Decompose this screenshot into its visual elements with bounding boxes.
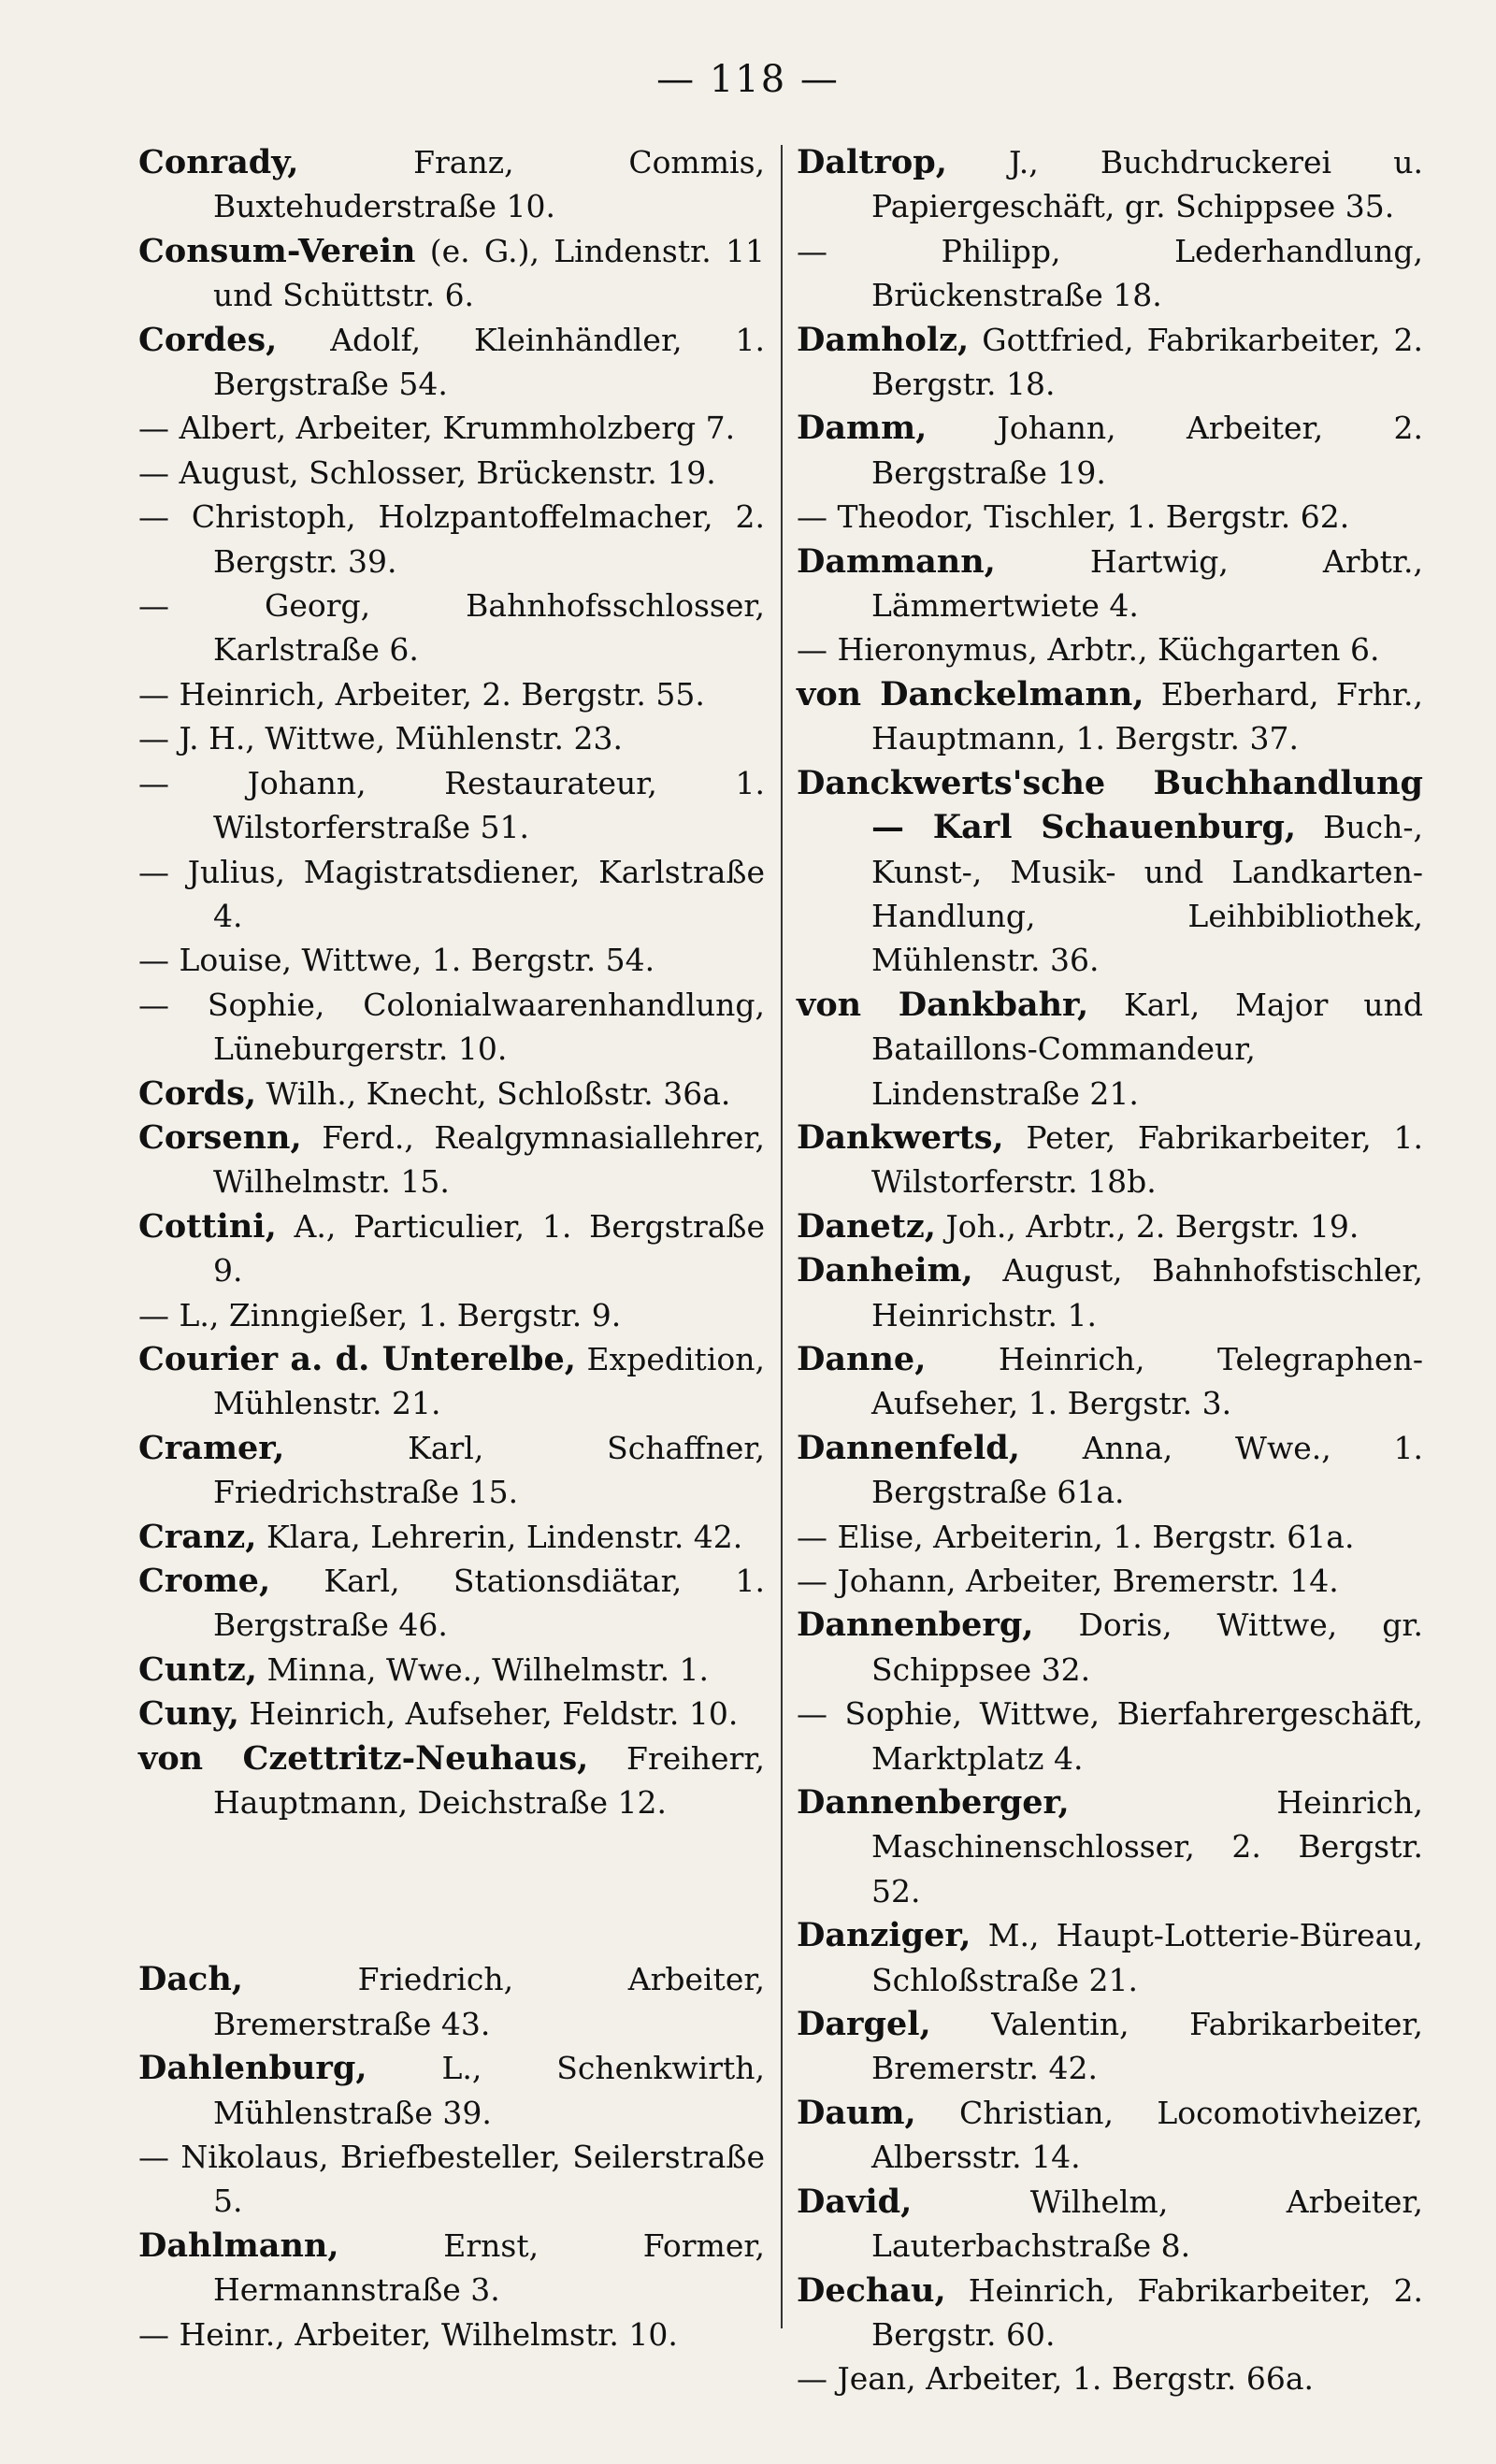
directory-entry bbox=[138, 938, 765, 982]
entry-details: Expedition, Mühlenstr. 21. bbox=[213, 1340, 765, 1422]
entry-details: J., Buchdruckerei u. Papiergeschäft, gr. Schippsee 35. bbox=[871, 144, 1423, 225]
entry-name: Dannenberg, bbox=[797, 1606, 1034, 1645]
entry-name: Danne, bbox=[797, 1339, 927, 1378]
entry-name: Cordes, bbox=[138, 320, 278, 359]
entry-name: Cords, bbox=[138, 1073, 257, 1113]
entry-details: — Louise, Wittwe, 1. Bergstr. 54. bbox=[138, 942, 655, 979]
entry-details: — Johann, Arbeiter, Bremerstr. 14. bbox=[797, 1563, 1339, 1599]
entry-name: von Czettritz-Neuhaus, bbox=[138, 1738, 589, 1778]
directory-entry bbox=[797, 140, 1423, 229]
directory-entry bbox=[138, 1337, 765, 1426]
directory-entry bbox=[138, 1116, 765, 1204]
entry-details: — Georg, Bahnhofsschlosser, Karlstraße 6. bbox=[138, 587, 765, 669]
left-column bbox=[138, 140, 765, 2356]
entry-details: Eberhard, Frhr., Hauptmann, 1. Bergstr. 37. bbox=[871, 675, 1423, 757]
entry-name: Cuntz, bbox=[138, 1650, 257, 1689]
directory-entry bbox=[138, 850, 765, 939]
directory-entry bbox=[138, 495, 765, 584]
directory-entry bbox=[797, 1603, 1423, 1692]
column-separator bbox=[781, 145, 783, 2328]
directory-entry bbox=[797, 2002, 1423, 2091]
entry-details: Franz, Commis, Buxtehuderstraße 10. bbox=[213, 144, 765, 225]
entry-name: von Danckelmann, bbox=[797, 674, 1144, 713]
entry-details: Anna, Wwe., 1. Bergstraße 61a. bbox=[871, 1429, 1423, 1511]
entry-details: — Johann, Restaurateur, 1. Wilstorferstraße 51. bbox=[138, 764, 765, 846]
entry-details: (e. G.), Lindenstr. 11 und Schüttstr. 6. bbox=[213, 232, 765, 314]
directory-entry bbox=[138, 1293, 765, 1337]
entry-details: — L., Zinngießer, 1. Bergstr. 9. bbox=[138, 1296, 622, 1333]
directory-entry bbox=[797, 1426, 1423, 1515]
entry-name: Conrady, bbox=[138, 143, 299, 181]
entry-details: — Jean, Arbeiter, 1. Bergstr. 66a. bbox=[797, 2360, 1315, 2398]
page-number: — 118 — bbox=[656, 58, 840, 101]
directory-entry bbox=[138, 318, 765, 407]
directory-entry bbox=[797, 1116, 1423, 1204]
directory-entry bbox=[797, 1692, 1423, 1780]
directory-entry bbox=[138, 2135, 765, 2224]
entry-name: Damholz, bbox=[797, 320, 970, 359]
directory-entry bbox=[138, 1515, 765, 1559]
entry-details: August, Bahnhofstischler, Heinrichstr. 1. bbox=[871, 1252, 1423, 1333]
entry-name: Danetz, bbox=[797, 1206, 936, 1246]
directory-entry bbox=[138, 406, 765, 450]
entry-name: Dammann, bbox=[797, 541, 996, 581]
directory-entry bbox=[797, 1515, 1423, 1559]
directory-entry bbox=[138, 1692, 765, 1736]
entry-details: Freiherr, Hauptmann, Deichstraße 12. bbox=[213, 1739, 765, 1822]
directory-entry bbox=[138, 229, 765, 318]
entry-name: Crome, bbox=[138, 1562, 271, 1600]
entry-details: — Elise, Arbeiterin, 1. Bergstr. 61a. bbox=[797, 1518, 1355, 1555]
entry-name: Dach, bbox=[138, 1960, 243, 1999]
entry-details: Friedrich, Arbeiter, Bremerstraße 43. bbox=[213, 1961, 765, 2042]
directory-entry bbox=[138, 1957, 765, 2046]
directory-entry bbox=[138, 2313, 765, 2356]
entry-details: Ernst, Former, Hermannstraße 3. bbox=[213, 2226, 765, 2309]
directory-entry bbox=[138, 584, 765, 672]
directory-entry bbox=[797, 672, 1423, 761]
entry-details: — Heinrich, Arbeiter, 2. Bergstr. 55. bbox=[138, 675, 705, 713]
entry-name: Dahlmann, bbox=[138, 2226, 339, 2265]
entry-details: Gottfried, Fabrikarbeiter, 2. Bergstr. 18. bbox=[871, 321, 1423, 403]
entry-details: Heinrich, Aufseher, Feldstr. 10. bbox=[238, 1695, 739, 1733]
entry-details: — August, Schlosser, Brückenstr. 19. bbox=[138, 454, 716, 491]
directory-entry bbox=[797, 1913, 1423, 2002]
entry-details: — Nikolaus, Briefbesteller, Seilerstraße 5. bbox=[138, 2139, 765, 2220]
directory-entry bbox=[138, 761, 765, 850]
directory-entry bbox=[138, 983, 765, 1072]
left-d-entry-list bbox=[138, 1957, 765, 2356]
directory-entry bbox=[138, 1559, 765, 1648]
directory-entry bbox=[797, 983, 1423, 1116]
entry-details: Karl, Major und Bataillons-Commandeur, Lindenstraße 21. bbox=[871, 986, 1423, 1112]
entry-name: Cuny, bbox=[138, 1694, 239, 1734]
entry-details: Peter, Fabrikarbeiter, 1. Wilstorferstr. 18b. bbox=[871, 1118, 1423, 1201]
directory-entry bbox=[797, 2269, 1423, 2357]
entry-name: Corsenn, bbox=[138, 1117, 302, 1157]
directory-entry bbox=[138, 2046, 765, 2135]
entry-name: Danheim, bbox=[797, 1251, 973, 1290]
entry-name: Danziger, bbox=[797, 1916, 971, 1955]
entry-details: Hartwig, Arbtr., Lämmertwiete 4. bbox=[871, 542, 1423, 625]
entry-details: L., Schenkwirth, Mühlenstraße 39. bbox=[213, 2050, 765, 2131]
entry-details: — Sophie, Wittwe, Bierfahrergeschäft, Marktplatz 4. bbox=[797, 1695, 1423, 1777]
entry-details: Buch-, Kunst-, Musik- und Landkarten-Handlung, Leihbibliothek, Mühlenstr. 36. bbox=[871, 809, 1423, 979]
directory-entry bbox=[797, 761, 1423, 983]
entry-details: Johann, Arbeiter, 2. Bergstraße 19. bbox=[871, 410, 1423, 491]
entry-name: Damm, bbox=[797, 409, 928, 448]
entry-name: Dahlenburg, bbox=[138, 2049, 367, 2088]
entry-name: Daltrop, bbox=[797, 143, 947, 181]
entry-details: Valentin, Fabrikarbeiter, Bremerstr. 42. bbox=[871, 2006, 1423, 2087]
directory-entry bbox=[797, 229, 1423, 318]
entry-details: Christian, Locomotivheizer, Albersstr. 14. bbox=[871, 2094, 1423, 2176]
entry-details: Doris, Wittwe, gr. Schippsee 32. bbox=[871, 1607, 1423, 1688]
entry-name: Dargel, bbox=[797, 2005, 931, 2044]
directory-entry bbox=[797, 1780, 1423, 1913]
directory-entry bbox=[797, 627, 1423, 671]
entry-name: Dechau, bbox=[797, 2270, 946, 2310]
entry-name: Courier a. d. Unterelbe, bbox=[138, 1339, 576, 1378]
entry-details: Joh., Arbtr., 2. Bergstr. 19. bbox=[935, 1207, 1359, 1245]
entry-details: Karl, Stationsdiätar, 1. Bergstraße 46. bbox=[213, 1563, 765, 1644]
directory-entry bbox=[138, 1426, 765, 1515]
entry-details: Klara, Lehrerin, Lindenstr. 42. bbox=[256, 1518, 743, 1555]
entry-details: — Hieronymus, Arbtr., Küchgarten 6. bbox=[797, 631, 1380, 669]
entry-name: Dannenfeld, bbox=[797, 1428, 1020, 1467]
directory-entry bbox=[138, 1072, 765, 1116]
directory-entry bbox=[797, 495, 1423, 539]
entry-details: Heinrich, Telegraphen-Aufseher, 1. Bergstr. 3. bbox=[871, 1340, 1423, 1422]
entry-name: David, bbox=[797, 2182, 913, 2221]
directory-entry bbox=[797, 2180, 1423, 2269]
directory-entry bbox=[797, 1204, 1423, 1248]
entry-name: Dannenberger, bbox=[797, 1783, 1070, 1823]
directory-entry bbox=[797, 1337, 1423, 1426]
entry-name: Dankwerts, bbox=[797, 1117, 1004, 1157]
entry-name: Daum, bbox=[797, 2093, 916, 2132]
left-entry-list bbox=[138, 140, 765, 1824]
directory-entry bbox=[138, 672, 765, 716]
entry-details: — Sophie, Colonialwaarenhandlung, Lüneburgerstr. 10. bbox=[138, 986, 765, 1068]
entry-details: — Heinr., Arbeiter, Wilhelmstr. 10. bbox=[138, 2315, 678, 2353]
entry-details: Wilhelm, Arbeiter, Lauterbachstraße 8. bbox=[871, 2183, 1423, 2265]
directory-entry bbox=[138, 2224, 765, 2313]
directory-entry bbox=[138, 140, 765, 229]
entry-details: — Christoph, Holzpantoffelmacher, 2. Bergstr. 39. bbox=[138, 498, 765, 580]
entry-name: Danckwerts'sche Buchhandlung — Karl Schauenburg, bbox=[797, 763, 1423, 847]
directory-entry bbox=[138, 1648, 765, 1692]
entry-details: Minna, Wwe., Wilhelmstr. 1. bbox=[256, 1650, 710, 1688]
entry-details: — Theodor, Tischler, 1. Bergstr. 62. bbox=[797, 498, 1350, 536]
directory-entry bbox=[797, 406, 1423, 495]
directory-entry bbox=[138, 1736, 765, 1825]
directory-entry bbox=[797, 2356, 1423, 2400]
entry-details: Adolf, Kleinhändler, 1. Bergstraße 54. bbox=[213, 321, 765, 403]
directory-entry bbox=[797, 2091, 1423, 2180]
entry-details: — Albert, Arbeiter, Krummholzberg 7. bbox=[138, 410, 736, 447]
entry-name: Cottini, bbox=[138, 1206, 277, 1246]
entry-details: Heinrich, Maschinenschlosser, 2. Bergstr. 52. bbox=[871, 1784, 1423, 1909]
directory-entry bbox=[797, 318, 1423, 407]
entry-details: — J. H., Wittwe, Mühlenstr. 23. bbox=[138, 720, 623, 757]
directory-entry bbox=[138, 1204, 765, 1293]
entry-name: von Dankbahr, bbox=[797, 985, 1089, 1024]
directory-entry bbox=[138, 716, 765, 760]
entry-details: Ferd., Realgymnasiallehrer, Wilhelmstr. 15. bbox=[213, 1118, 765, 1201]
entry-details: Wilh., Knecht, Schloßstr. 36a. bbox=[256, 1074, 731, 1112]
directory-entry bbox=[797, 1559, 1423, 1603]
entry-name: Cranz, bbox=[138, 1517, 257, 1556]
right-column bbox=[797, 140, 1423, 2401]
directory-entry bbox=[797, 1248, 1423, 1337]
entry-details: — Philipp, Lederhandlung, Brückenstraße 18. bbox=[797, 232, 1423, 314]
directory-entry bbox=[138, 451, 765, 495]
section-gap bbox=[138, 1824, 765, 1957]
right-entry-list bbox=[797, 140, 1423, 2401]
entry-name: Cramer, bbox=[138, 1428, 285, 1467]
entry-details: — Julius, Magistratsdiener, Karlstraße 4. bbox=[138, 853, 765, 934]
entry-details: Heinrich, Fabrikarbeiter, 2. Bergstr. 60. bbox=[871, 2271, 1423, 2353]
entry-name: Consum-Verein bbox=[138, 231, 416, 270]
entry-details: Karl, Schaffner, Friedrichstraße 15. bbox=[213, 1429, 765, 1511]
entry-details: M., Haupt-Lotterie-Büreau, Schloßstraße 21. bbox=[871, 1917, 1423, 1998]
directory-entry bbox=[797, 540, 1423, 628]
entry-details: A., Particulier, 1. Bergstraße 9. bbox=[213, 1207, 765, 1290]
